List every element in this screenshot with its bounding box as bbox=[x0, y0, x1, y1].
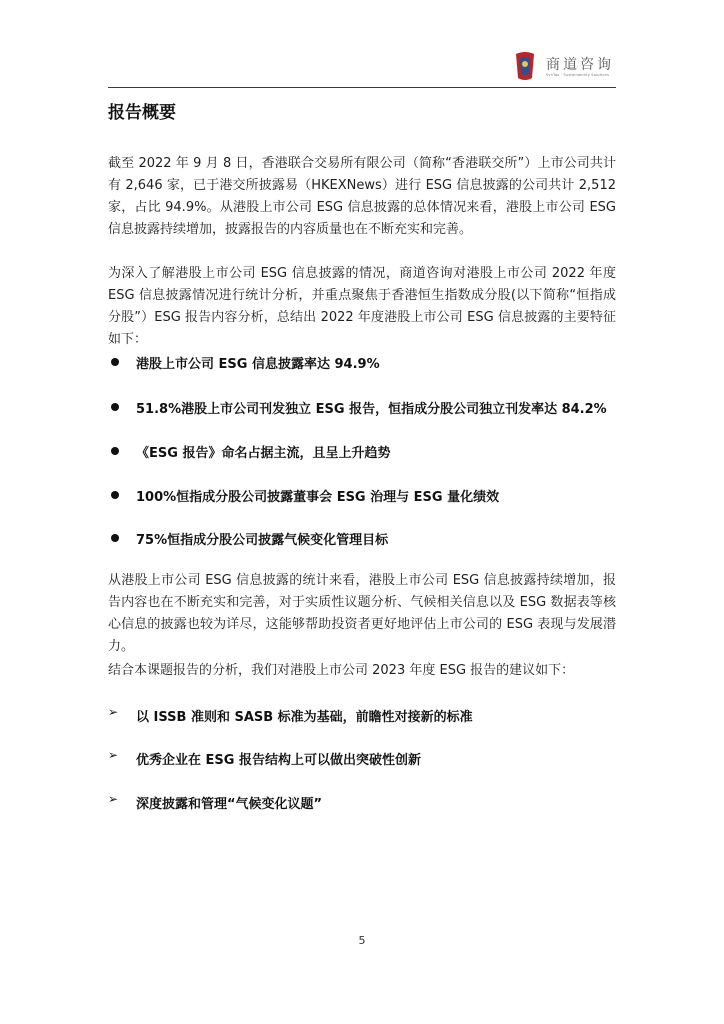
finding-text: 《ESG 报告》命名占据主流，且呈上升趋势 bbox=[136, 446, 391, 461]
bullet-dot-icon bbox=[111, 491, 119, 499]
paragraph-method: 为深入了解港股上市公司 ESG 信息披露的情况，商道咨询对港股上市公司 2022 年度 ESG 信息披露情况进行统计分析，并重点聚焦于香港恒生指数成分股(以下简称“恒指成分股”）ESG 报告内容分析，总结出 2022 年度港股上市公司 ESG 信息披露的主要特征如下： bbox=[108, 266, 616, 347]
paragraph-overview: 截至 2022 年 9 月 8 日，香港联合交易所有限公司（简称“香港联交所”）上市公司共计有 2,646 家，已于港交所披露易（HKEXNews）进行 ESG 信息披露的公司共计 2,512 家，占比 94.9%。从港股上市公司 ESG 信息披露的总体情况来看，港股上市公司 ESG 信息披露持续增加，披露报告的内容质量也在不断充实和完善。 bbox=[108, 156, 616, 237]
company-logo bbox=[512, 50, 618, 82]
suggestion-text: 优秀企业在 ESG 报告结构上可以做出突破性创新 bbox=[136, 753, 421, 768]
page-number: 5 bbox=[358, 934, 366, 947]
suggestion-text: 深度披露和管理“气候变化议题” bbox=[136, 797, 323, 812]
arrow-bullet-icon: ➢ bbox=[108, 748, 119, 762]
logo-chinese-text: 商道咨询 bbox=[546, 57, 614, 73]
arrow-bullet-icon: ➢ bbox=[108, 705, 119, 719]
finding-text: 75%恒指成分股公司披露气候变化管理目标 bbox=[136, 533, 389, 548]
finding-item bbox=[108, 398, 616, 418]
suggestion-item bbox=[108, 793, 616, 813]
bullet-dot-icon bbox=[111, 403, 119, 411]
suggestion-item bbox=[108, 749, 616, 769]
logo-emblem-icon bbox=[512, 50, 538, 82]
bullet-dot-icon bbox=[111, 358, 119, 366]
finding-item bbox=[108, 353, 616, 373]
suggestion-text: 以 ISSB 准则和 SASB 标准为基础，前瞻性对接新的标准 bbox=[136, 710, 473, 725]
finding-item bbox=[108, 442, 616, 462]
logo-english-text: SynTao · Sustainability Solutions bbox=[546, 73, 610, 77]
header-divider bbox=[108, 87, 616, 88]
paragraph-summary: 从港股上市公司 ESG 信息披露的统计来看，港股上市公司 ESG 信息披露持续增加，报告内容也在不断充实和完善，对于实质性议题分析、气候相关信息以及 ESG 数据表等核心信息的披露也较为详尽，这能够帮助投资者更好地评估上市公司的 ESG 表现与发展潜力。 bbox=[108, 573, 616, 654]
section-title: 报告概要 bbox=[108, 103, 176, 123]
finding-text: 港股上市公司 ESG 信息披露率达 94.9% bbox=[136, 357, 380, 372]
finding-text: 100%恒指成分股公司披露董事会 ESG 治理与 ESG 量化绩效 bbox=[136, 490, 500, 505]
finding-item bbox=[108, 529, 616, 549]
suggestion-item bbox=[108, 706, 616, 726]
finding-text: 51.8%港股上市公司刊发独立 ESG 报告，恒指成分股公司独立刊发率达 84.2% bbox=[136, 402, 607, 417]
bullet-dot-icon bbox=[111, 447, 119, 455]
bullet-dot-icon bbox=[111, 534, 119, 542]
paragraph-suggestion-intro: 结合本课题报告的分析，我们对港股上市公司 2023 年度 ESG 报告的建议如下： bbox=[108, 663, 575, 678]
finding-item bbox=[108, 486, 616, 506]
arrow-bullet-icon: ➢ bbox=[108, 792, 119, 806]
